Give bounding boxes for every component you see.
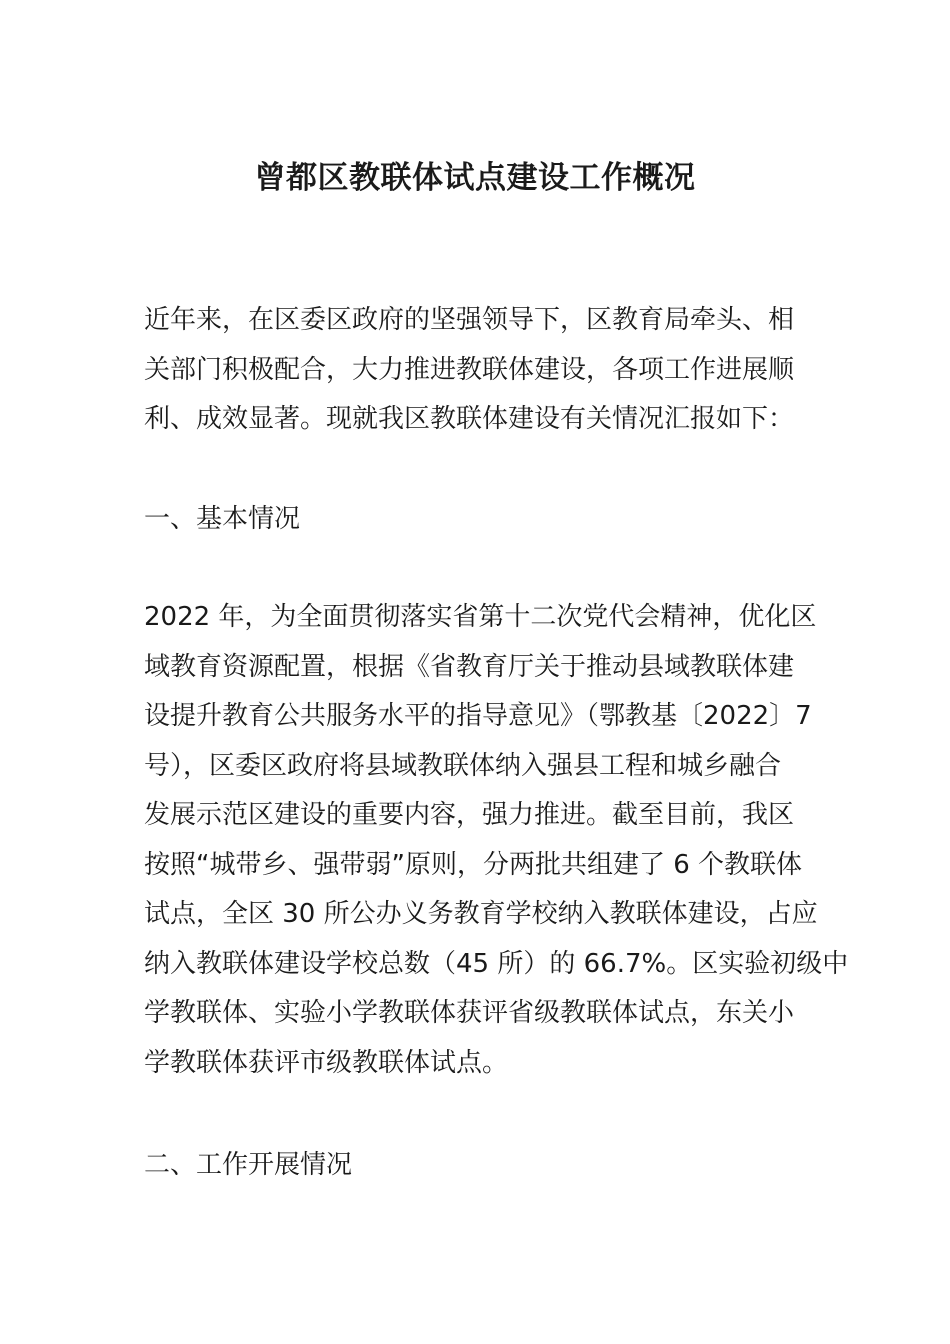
section-1-heading: 一、基本情况: [144, 504, 301, 534]
section-1-line: 试点，全区 30 所公办义务教育学校纳入教联体建设，占应: [144, 899, 818, 929]
intro-line: 近年来，在区委区政府的坚强领导下，区教育局牵头、相: [144, 305, 795, 335]
section-1-line: 按照“城带乡、强带弱”原则，分两批共组建了 6 个教联体: [144, 849, 803, 880]
section-1-line: 2022 年，为全面贯彻落实省第十二次党代会精神，优化区: [144, 602, 817, 632]
section-1-line: 纳入教联体建设学校总数（45 所）的 66.7%。区实验初级中: [144, 948, 849, 979]
section-1-line: 设提升教育公共服务水平的指导意见》（鄂教基〔2022〕7: [144, 701, 812, 731]
section-2-heading: 二、工作开展情况: [144, 1150, 353, 1180]
intro-line: 关部门积极配合，大力推进教联体建设，各项工作进展顺: [144, 354, 795, 385]
document-title: 曾都区教联体试点建设工作概况: [254, 160, 696, 196]
intro-line: 利、成效显著。现就我区教联体建设有关情况汇报如下：: [144, 404, 795, 434]
section-1-line: 域教育资源配置，根据《省教育厅关于推动县域教联体建: [144, 651, 795, 682]
section-1-line: 号），区委区政府将县域教联体纳入强县工程和城乡融合: [144, 750, 782, 781]
section-1-line: 学教联体、实验小学教联体获评省级教联体试点，东关小: [144, 998, 795, 1028]
section-1-line: 学教联体获评市级教联体试点。: [144, 1047, 509, 1078]
section-1-paragraph: [144, 593, 849, 1088]
intro-paragraph: [144, 296, 814, 445]
section-1-line: 发展示范区建设的重要内容，强力推进。截至目前，我区: [144, 800, 795, 830]
